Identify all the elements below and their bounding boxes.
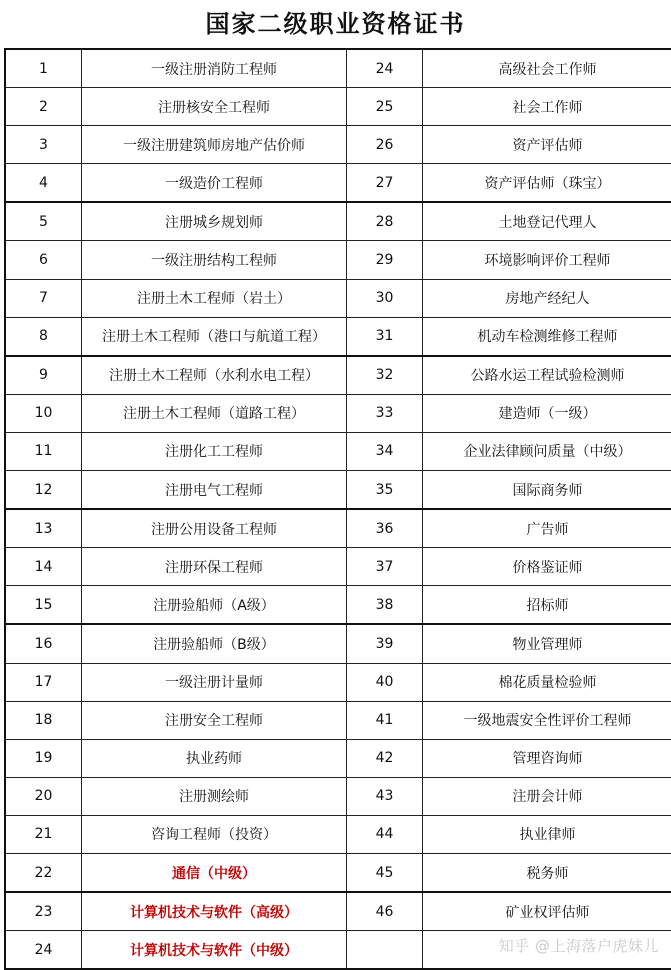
row-number-left: 23 — [5, 892, 82, 931]
table-row — [5, 202, 671, 241]
certificate-name-left: 注册化工工程师 — [82, 432, 347, 470]
row-number-left: 11 — [5, 432, 82, 470]
row-number-right: 36 — [347, 509, 423, 548]
row-number-right: 37 — [347, 548, 423, 586]
row-number-right: 45 — [347, 853, 423, 892]
certificate-name-left: 注册电气工程师 — [82, 471, 347, 510]
table-row — [5, 432, 671, 470]
row-number-left: 20 — [5, 777, 82, 815]
table-row — [5, 471, 671, 510]
certificate-name-right: 建造师（一级） — [423, 394, 671, 432]
row-number-right: 27 — [347, 164, 423, 203]
row-number-left: 16 — [5, 624, 82, 663]
certificate-name-left: 注册公用设备工程师 — [82, 509, 347, 548]
row-number-left: 4 — [5, 164, 82, 203]
row-number-right: 44 — [347, 815, 423, 853]
certificate-table — [4, 48, 671, 970]
certificate-name-right: 执业律师 — [423, 815, 671, 853]
row-number-right: 40 — [347, 663, 423, 701]
page-title: 国家二级职业资格证书 — [0, 4, 671, 44]
row-number-right: 34 — [347, 432, 423, 470]
certificate-name-right: 一级地震安全性评价工程师 — [423, 701, 671, 739]
table-row — [5, 317, 671, 356]
certificate-name-right: 国际商务师 — [423, 471, 671, 510]
row-number-right: 26 — [347, 126, 423, 164]
certificate-name-left: 注册核安全工程师 — [82, 88, 347, 126]
table-row — [5, 164, 671, 203]
row-number-left: 10 — [5, 394, 82, 432]
certificate-name-right: 棉花质量检验师 — [423, 663, 671, 701]
certificate-name-left: 一级注册计量师 — [82, 663, 347, 701]
row-number-left: 22 — [5, 853, 82, 892]
table-row — [5, 126, 671, 164]
row-number-right — [347, 931, 423, 970]
table-row — [5, 853, 671, 892]
row-number-right: 42 — [347, 739, 423, 777]
certificate-name-left: 注册安全工程师 — [82, 701, 347, 739]
row-number-left: 2 — [5, 88, 82, 126]
row-number-left: 3 — [5, 126, 82, 164]
row-number-left: 9 — [5, 356, 82, 395]
certificate-name-left: 通信（中级） — [82, 853, 347, 892]
row-number-left: 13 — [5, 509, 82, 548]
certificate-name-left: 一级注册结构工程师 — [82, 241, 347, 279]
certificate-name-right: 价格鉴证师 — [423, 548, 671, 586]
certificate-name-left: 注册测绘师 — [82, 777, 347, 815]
certificate-name-right: 环境影响评价工程师 — [423, 241, 671, 279]
row-number-left: 12 — [5, 471, 82, 510]
table-row — [5, 777, 671, 815]
certificate-name-right: 税务师 — [423, 853, 671, 892]
table-row — [5, 49, 671, 88]
certificate-name-left: 注册土木工程师（道路工程） — [82, 394, 347, 432]
certificate-name-right: 矿业权评估师 — [423, 892, 671, 931]
table-row — [5, 394, 671, 432]
table-row — [5, 815, 671, 853]
certificate-name-right: 企业法律顾问质量（中级） — [423, 432, 671, 470]
row-number-left: 24 — [5, 931, 82, 970]
table-row — [5, 701, 671, 739]
certificate-name-left: 咨询工程师（投资） — [82, 815, 347, 853]
certificate-name-left: 注册验船师（A级） — [82, 586, 347, 625]
row-number-right: 24 — [347, 49, 423, 88]
row-number-right: 28 — [347, 202, 423, 241]
certificate-name-right: 土地登记代理人 — [423, 202, 671, 241]
row-number-right: 43 — [347, 777, 423, 815]
table-row — [5, 241, 671, 279]
row-number-right: 25 — [347, 88, 423, 126]
row-number-left: 5 — [5, 202, 82, 241]
row-number-left: 8 — [5, 317, 82, 356]
table-row — [5, 279, 671, 317]
table-row — [5, 892, 671, 931]
certificate-name-right: 房地产经纪人 — [423, 279, 671, 317]
row-number-left: 21 — [5, 815, 82, 853]
certificate-name-left: 一级造价工程师 — [82, 164, 347, 203]
certificate-name-left: 一级注册建筑师房地产估价师 — [82, 126, 347, 164]
certificate-table-body — [5, 49, 671, 969]
row-number-right: 46 — [347, 892, 423, 931]
certificate-name-right: 物业管理师 — [423, 624, 671, 663]
table-row — [5, 356, 671, 395]
certificate-name-left: 注册土木工程师（港口与航道工程） — [82, 317, 347, 356]
certificate-name-right: 机动车检测维修工程师 — [423, 317, 671, 356]
certificate-name-left: 注册土木工程师（岩土） — [82, 279, 347, 317]
certificate-name-right: 社会工作师 — [423, 88, 671, 126]
table-row — [5, 509, 671, 548]
table-row — [5, 88, 671, 126]
row-number-left: 19 — [5, 739, 82, 777]
certificate-name-left: 注册环保工程师 — [82, 548, 347, 586]
row-number-right: 38 — [347, 586, 423, 625]
certificate-name-left: 计算机技术与软件（中级） — [82, 931, 347, 970]
certificate-name-left: 计算机技术与软件（高级） — [82, 892, 347, 931]
certificate-name-left: 执业药师 — [82, 739, 347, 777]
certificate-name-left: 注册城乡规划师 — [82, 202, 347, 241]
certificate-name-left: 注册土木工程师（水利水电工程） — [82, 356, 347, 395]
row-number-right: 29 — [347, 241, 423, 279]
row-number-right: 39 — [347, 624, 423, 663]
row-number-left: 15 — [5, 586, 82, 625]
certificate-name-right: 资产评估师（珠宝） — [423, 164, 671, 203]
row-number-right: 35 — [347, 471, 423, 510]
row-number-right: 33 — [347, 394, 423, 432]
row-number-left: 17 — [5, 663, 82, 701]
row-number-right: 41 — [347, 701, 423, 739]
table-row — [5, 586, 671, 625]
row-number-left: 6 — [5, 241, 82, 279]
row-number-left: 7 — [5, 279, 82, 317]
certificate-name-left: 注册验船师（B级） — [82, 624, 347, 663]
certificate-name-right: 管理咨询师 — [423, 739, 671, 777]
certificate-name-left: 一级注册消防工程师 — [82, 49, 347, 88]
certificate-name-right: 公路水运工程试验检测师 — [423, 356, 671, 395]
table-row — [5, 624, 671, 663]
watermark: 知乎 @上海落户虎妹儿 — [499, 935, 659, 956]
certificate-name-right: 注册会计师 — [423, 777, 671, 815]
row-number-left: 1 — [5, 49, 82, 88]
table-row — [5, 663, 671, 701]
certificate-name-right: 资产评估师 — [423, 126, 671, 164]
row-number-left: 18 — [5, 701, 82, 739]
row-number-left: 14 — [5, 548, 82, 586]
certificate-name-right: 高级社会工作师 — [423, 49, 671, 88]
certificate-name-right: 招标师 — [423, 586, 671, 625]
certificate-name-right: 广告师 — [423, 509, 671, 548]
row-number-right: 30 — [347, 279, 423, 317]
row-number-right: 31 — [347, 317, 423, 356]
table-row — [5, 739, 671, 777]
table-row — [5, 548, 671, 586]
row-number-right: 32 — [347, 356, 423, 395]
